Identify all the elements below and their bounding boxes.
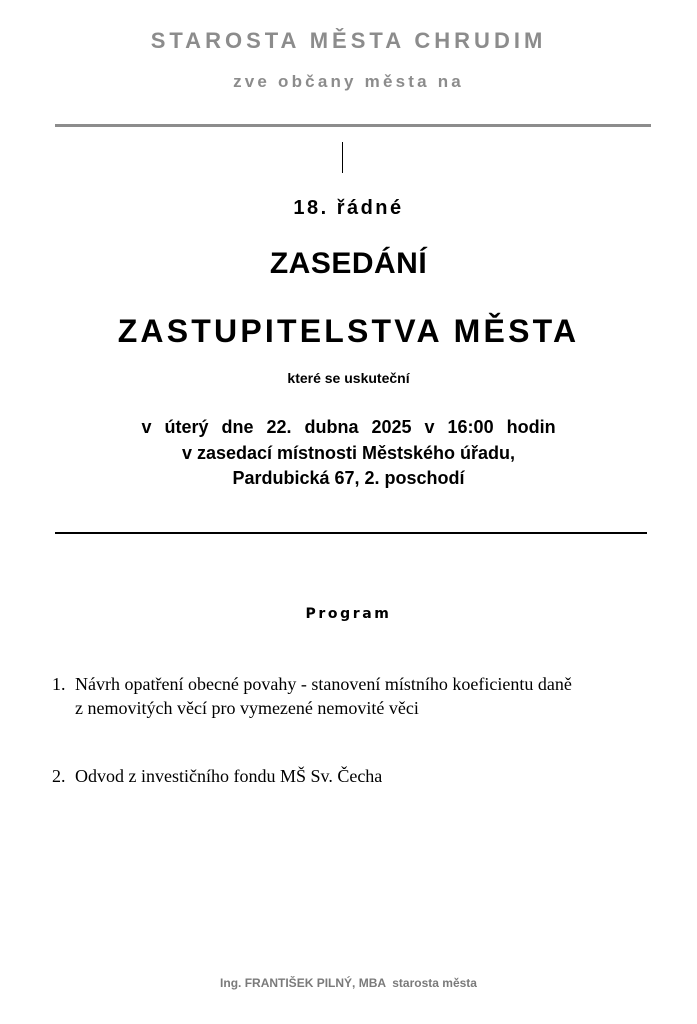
agenda-item-line: Odvod z investičního fondu MŠ Sv. Čecha	[75, 766, 383, 786]
program-heading: Program	[305, 606, 392, 622]
session-heading-line2: ZASTUPITELSTVA MĚSTA	[117, 313, 580, 349]
session-address: Pardubická 67, 2. poschodí	[232, 468, 465, 488]
top-divider	[55, 124, 651, 127]
session-number: 18. řádné	[293, 197, 404, 219]
agenda-item-number: 2.	[52, 766, 66, 786]
session-intro: které se uskuteční	[287, 370, 410, 386]
agenda-item-line: Návrh opatření obecné povahy - stanovení místního koeficientu daně	[75, 674, 572, 694]
header-subtitle: zve občany města na	[233, 72, 464, 91]
agenda-item-text	[75, 672, 655, 720]
bottom-divider	[55, 532, 647, 534]
session-place: v zasedací místnosti Městského úřadu,	[181, 443, 516, 463]
header-title: STAROSTA MĚSTA CHRUDIM	[150, 28, 547, 53]
agenda-item-text	[75, 764, 655, 788]
signature: Ing. FRANTIŠEK PILNÝ, MBA starosta města	[220, 976, 477, 990]
text-cursor	[342, 142, 343, 173]
session-heading-line1: ZASEDÁNÍ	[269, 247, 428, 280]
session-date: v úterý dne 22. dubna 2025 v 16:00 hodin	[141, 417, 556, 437]
agenda-item-number: 1.	[52, 674, 66, 694]
agenda-item-line: z nemovitých věcí pro vymezené nemovité věci	[75, 698, 419, 718]
